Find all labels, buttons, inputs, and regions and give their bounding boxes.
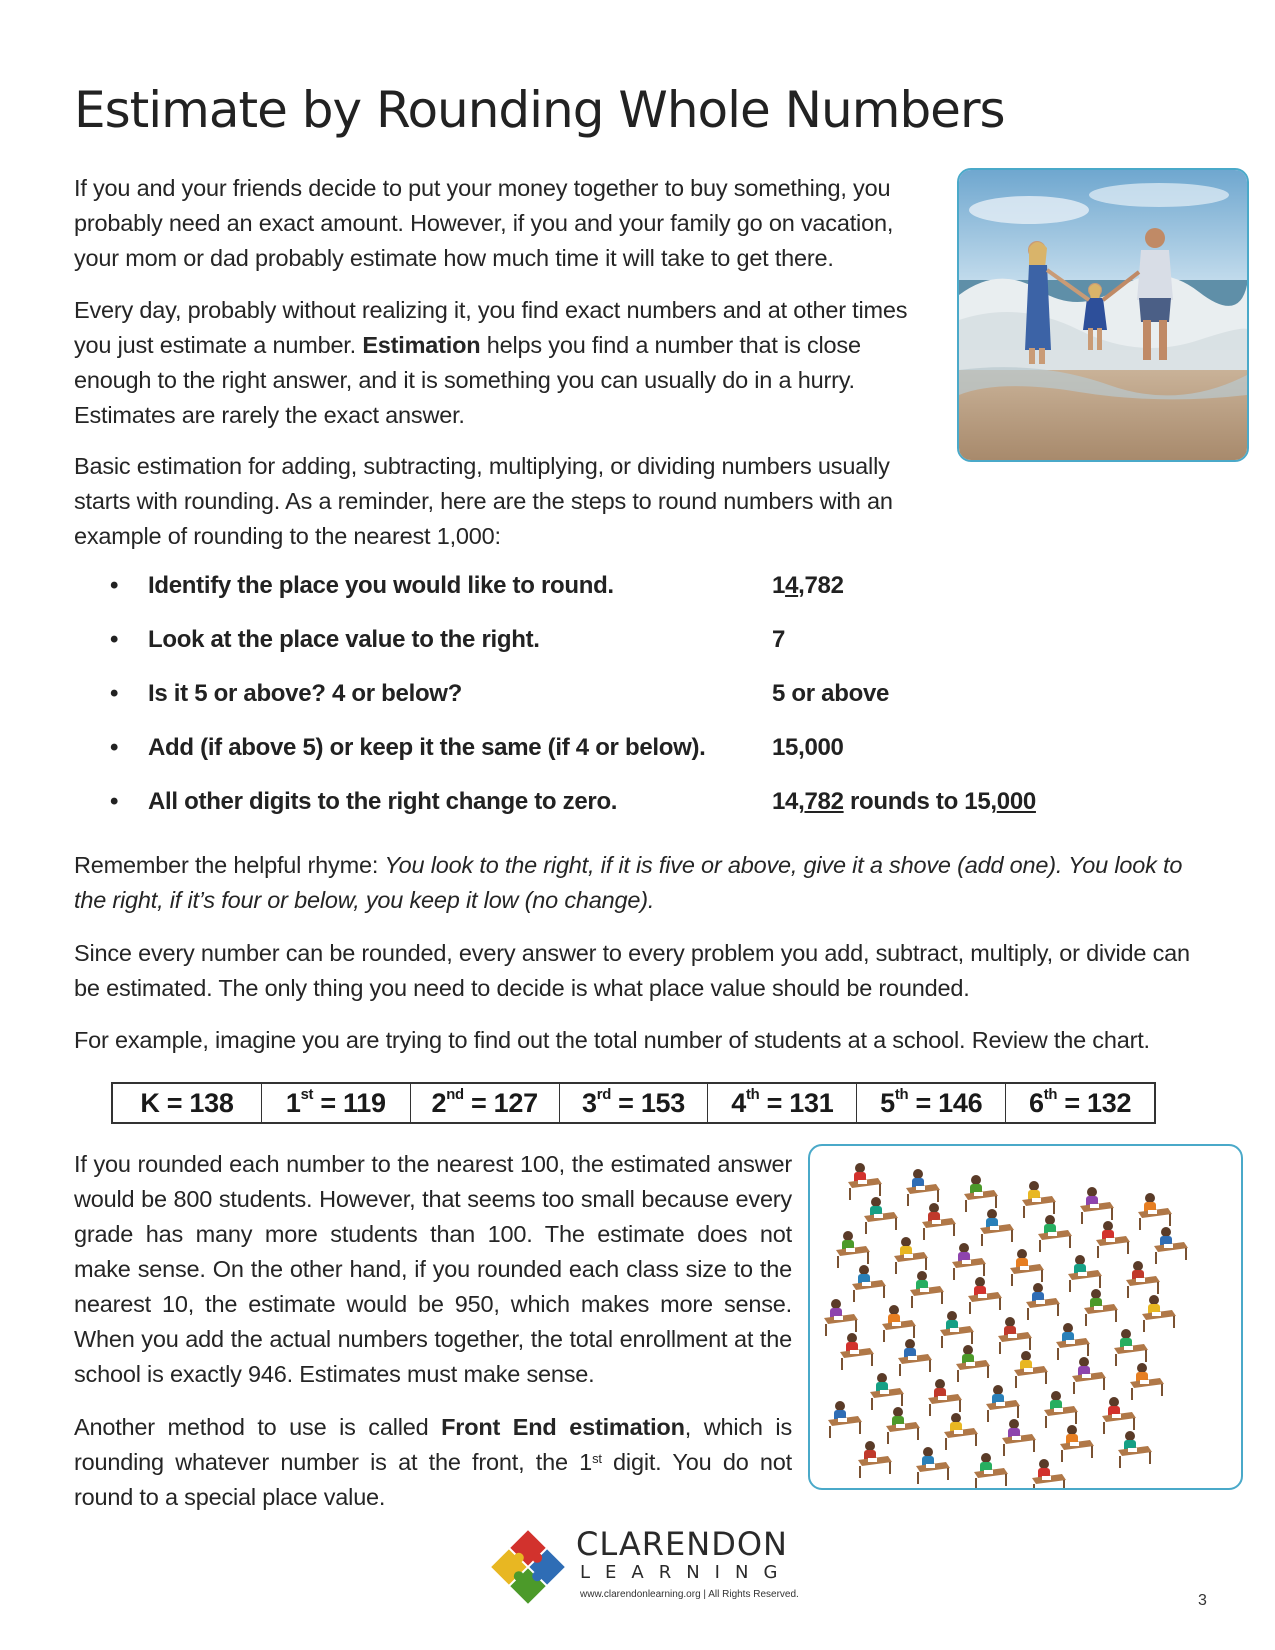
student-at-desk [1056, 1323, 1090, 1360]
student-at-desk [840, 1333, 874, 1370]
rhyme-text: You look to the right, if it is five or above, give it a shove (add one). You look to the right, if it’s four or below, you keep it low (no change). [74, 852, 1183, 913]
student-at-desk [1080, 1187, 1114, 1224]
grade-count: 132 [1087, 1087, 1132, 1118]
text-span: helps you find a number that is close enough to the right answer, and it is something you can usually do in a hurry. Estimates are rarely the exact answer. [74, 332, 861, 428]
student-at-desk [1118, 1431, 1152, 1468]
student-at-desk [916, 1447, 950, 1484]
student-at-desk [928, 1379, 962, 1416]
student-at-desk [836, 1231, 870, 1268]
digit: 1 [772, 572, 786, 599]
digit: rounds to 15, [843, 788, 997, 815]
grade-cell: 2 $^{nd}$ = 127 [411, 1084, 560, 1122]
student-at-desk [1084, 1289, 1118, 1326]
intro-paragraph: If you and your friends decide to put your money together to buy something, you probably need an exact amount. However, if you and your family go on vacation, your mom or dad probably estimate how much time it will take to get there. [74, 175, 894, 271]
student-at-desk [1130, 1363, 1164, 1400]
classroom-illustration [808, 1144, 1243, 1490]
clarendon-logo [488, 1525, 799, 1615]
student-at-desk [906, 1169, 940, 1206]
rounding-paragraph: Since every number can be rounded, every answer to every problem you add, subtract, multiply, or divide can be estimated. The only thing you need to decide is what place value should be rounded. [74, 940, 1190, 1001]
page-number: 3 [1198, 1592, 1207, 1609]
underlined-digit: 782 [804, 788, 844, 815]
grade-cell: 3 $^{rd}$ = 153 [560, 1084, 709, 1122]
grade-name: 1 [285, 1087, 301, 1118]
rounding-steps-list [110, 572, 1210, 842]
student-at-desk [1096, 1221, 1130, 1258]
student-at-desk [882, 1305, 916, 1342]
student-at-desk [894, 1237, 928, 1274]
list-item [110, 626, 1210, 680]
digit: 14, [772, 788, 805, 815]
beach-family-photo [957, 168, 1249, 462]
student-at-desk [1102, 1397, 1136, 1434]
student-at-desk [1126, 1261, 1160, 1298]
list-item [110, 788, 1210, 842]
step-label: All other digits to the right change to zero. [148, 788, 618, 815]
text-span: Remember the helpful rhyme: [74, 852, 385, 878]
list-item [110, 734, 1210, 788]
step-label: Look at the place value to the right. [148, 626, 540, 653]
text-span: Another method to use is called [74, 1414, 442, 1440]
student-at-desk [1038, 1215, 1072, 1252]
grade-cell: 1 $^{st}$ = 119 [262, 1084, 411, 1122]
page-title: Estimate by Rounding Whole Numbers [74, 81, 1005, 139]
bullet-icon: • [110, 572, 119, 599]
logo-name: CLARENDON [576, 1525, 788, 1563]
student-at-desk [858, 1441, 892, 1478]
text-span: Every day, probably without realizing it, you find exact numbers and at other times you just estimate a number. [74, 297, 908, 358]
bullet-icon: • [110, 626, 119, 653]
student-at-desk [1060, 1425, 1094, 1462]
student-at-desk [944, 1413, 978, 1450]
grade-count: 119 [343, 1087, 386, 1118]
bullet-icon: • [110, 788, 119, 815]
student-at-desk [1068, 1255, 1102, 1292]
grade-name: 2 [431, 1087, 447, 1118]
student-at-desk [848, 1163, 882, 1200]
text-span: , which is rounding whatever number is at the front, the 1 [74, 1414, 792, 1475]
estimation-paragraph [74, 293, 940, 433]
student-at-desk [898, 1339, 932, 1376]
student-at-desk [956, 1345, 990, 1382]
student-at-desk [910, 1271, 944, 1308]
student-at-desk [828, 1401, 862, 1438]
student-at-desk [1142, 1295, 1176, 1332]
student-at-desk [1014, 1351, 1048, 1388]
underlined-digit: 000 [996, 788, 1036, 815]
student-at-desk [1072, 1357, 1106, 1394]
student-at-desk [824, 1299, 858, 1336]
grade-cell: 5 $^{th}$ = 146 [857, 1084, 1006, 1122]
website-url: www.clarendonlearning.org | All Rights Reserved. [580, 1589, 799, 1600]
logo-subtitle: LEARNING [580, 1562, 793, 1583]
step-example [772, 572, 844, 600]
student-at-desk [964, 1175, 998, 1212]
student-at-desk [952, 1243, 986, 1280]
student-at-desk [980, 1209, 1014, 1246]
step-label: Identify the place you would like to round. [148, 572, 614, 599]
grade-cell: 6 $^{th}$ = 132 [1029, 1086, 1132, 1118]
student-at-desk [852, 1265, 886, 1302]
step-example [772, 788, 1036, 816]
student-at-desk [968, 1277, 1002, 1314]
student-at-desk [1002, 1419, 1036, 1456]
rhyme-paragraph [74, 848, 1204, 918]
grade-cell: K = 138 [113, 1084, 262, 1122]
step-example: 5 or above [772, 680, 890, 707]
student-at-desk [1138, 1193, 1172, 1230]
text-span: digit. You do not round to a special place value. [74, 1449, 792, 1510]
students-at-desks-illustration [810, 1146, 1241, 1488]
student-at-desk [1010, 1249, 1044, 1286]
grade-name: 5 [880, 1087, 895, 1118]
step-example: 15,000 [772, 734, 844, 761]
grade-count: 127 [493, 1087, 538, 1118]
estimation-term: Estimation [362, 332, 481, 358]
student-at-desk [1044, 1391, 1078, 1428]
chart-intro-paragraph: For example, imagine you are trying to find out the total number of students at a school. Review the chart. [74, 1027, 1150, 1053]
digit: ,782 [798, 572, 844, 599]
list-item [110, 572, 1210, 626]
grade-name: 3 [582, 1087, 597, 1118]
grade-name: 4 [731, 1087, 746, 1118]
front-end-term: Front End estimation [441, 1414, 685, 1440]
student-at-desk [1154, 1227, 1188, 1264]
list-item [110, 680, 1210, 734]
bullet-icon: • [110, 680, 119, 707]
bullet-icon: • [110, 734, 119, 761]
grade-count: 146 [938, 1087, 983, 1118]
rounding-intro-paragraph: Basic estimation for adding, subtracting, multiplying, or dividing numbers usually starts with rounding. As a reminder, here are the steps to round numbers with an example of rounding to the nearest 1,000: [74, 453, 893, 549]
rounding-example-paragraph: If you rounded each number to the nearest 100, the estimated answer would be 800 students. However, that seems too small because every grade has many more students than 100. The estimate does not make sense. On the other hand, if you rounded each class size to the nearest 10, the estimate would be 950, which makes more sense. When you add the actual numbers together, the total enrollment at the school is exactly 946. Estimates must make sense. [74, 1151, 792, 1387]
student-at-desk [886, 1407, 920, 1444]
step-example: 7 [772, 626, 786, 653]
grade-enrollment-table [111, 1082, 1156, 1124]
student-at-desk [998, 1317, 1032, 1354]
student-at-desk [940, 1311, 974, 1348]
student-at-desk [864, 1197, 898, 1234]
grade-cell: 4 $^{th}$ = 131 [708, 1084, 857, 1122]
student-at-desk [922, 1203, 956, 1240]
grade-name: K [140, 1087, 160, 1118]
puzzle-logo-icon [488, 1527, 568, 1607]
student-at-desk [1032, 1459, 1066, 1488]
student-at-desk [1114, 1329, 1148, 1366]
step-label: Add (if above 5) or keep it the same (if 4 or below). [148, 734, 706, 761]
student-at-desk [1022, 1181, 1056, 1218]
student-at-desk [1026, 1283, 1060, 1320]
step-label: Is it 5 or above? 4 or below? [148, 680, 463, 707]
grade-name: 6 [1029, 1087, 1044, 1118]
student-at-desk [974, 1453, 1008, 1488]
grade-count: 138 [189, 1087, 234, 1118]
grade-count: 153 [640, 1087, 685, 1118]
front-end-paragraph [74, 1410, 792, 1515]
underlined-digit: 4 [785, 572, 799, 599]
ordinal-suffix: st [592, 1450, 602, 1466]
beach-illustration [959, 170, 1247, 460]
grade-count: 131 [789, 1087, 834, 1118]
student-at-desk [986, 1385, 1020, 1422]
student-at-desk [870, 1373, 904, 1410]
